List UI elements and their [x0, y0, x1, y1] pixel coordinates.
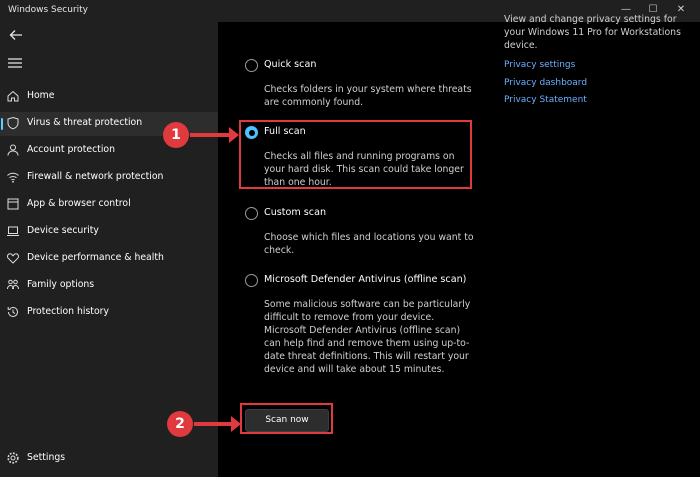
sidebar-item-settings[interactable]: [0, 447, 218, 471]
sidebar-item-label: Device security: [27, 225, 99, 236]
sidebar-item-device-performance-health[interactable]: [0, 247, 218, 271]
app-window-icon: [6, 197, 20, 211]
home-icon: [6, 89, 20, 103]
privacy-dashboard-link[interactable]: Privacy dashboard: [504, 78, 588, 88]
window-title: Windows Security: [8, 5, 88, 15]
person-icon: [6, 143, 20, 157]
offline-scan-radio[interactable]: [245, 274, 258, 287]
sidebar-item-app-browser-control[interactable]: [0, 193, 218, 217]
quick-scan-label: Quick scan: [264, 59, 317, 70]
sidebar-item-label: Account protection: [27, 144, 115, 155]
privacy-statement-link[interactable]: Privacy Statement: [504, 95, 587, 105]
laptop-icon: [6, 224, 20, 238]
callout-1-arrow: [190, 133, 230, 137]
minimize-button[interactable]: —: [621, 4, 631, 15]
full-scan-radio[interactable]: [245, 126, 258, 139]
callout-2-arrow: [194, 422, 232, 426]
custom-scan-radio[interactable]: [245, 207, 258, 220]
offline-scan-description: Some malicious software can be particularly difficult to remove from your device. Microsoft Defender Antivirus (offline scan) can help find and remove them using up-to-date threat definitions. This will restart your device and will take about 15 minutes.: [264, 299, 471, 375]
sidebar-item-firewall-network-protection[interactable]: [0, 166, 218, 190]
full-scan-label: Full scan: [264, 126, 306, 137]
sidebar: [0, 22, 218, 477]
maximize-button[interactable]: ☐: [648, 4, 658, 15]
quick-scan-description: Checks folders in your system where threats are commonly found.: [264, 84, 472, 108]
offline-scan-label: Microsoft Defender Antivirus (offline scan): [264, 274, 467, 285]
sidebar-item-label: Settings: [27, 452, 66, 463]
callout-2-badge: 2: [167, 411, 193, 437]
heart-icon: [6, 251, 20, 265]
sidebar-item-label: Protection history: [27, 306, 109, 317]
sidebar-item-protection-history[interactable]: [0, 301, 218, 325]
active-indicator: [1, 118, 3, 130]
sidebar-item-family-options[interactable]: [0, 274, 218, 298]
sidebar-item-device-security[interactable]: [0, 220, 218, 244]
callout-1-badge: 1: [163, 122, 189, 148]
shield-icon: [6, 116, 20, 130]
close-button[interactable]: ✕: [676, 4, 686, 15]
sidebar-item-label: Family options: [27, 279, 95, 290]
sidebar-item-label: Firewall & network protection: [27, 171, 164, 182]
sidebar-item-label: Virus & threat protection: [27, 117, 143, 128]
sidebar-item-label: Device performance & health: [27, 252, 164, 263]
custom-scan-label: Custom scan: [264, 207, 327, 218]
hamburger-menu-icon[interactable]: [8, 58, 22, 68]
quick-scan-radio[interactable]: [245, 59, 258, 72]
back-arrow-icon[interactable]: [8, 27, 24, 43]
main-content: [218, 14, 700, 477]
sidebar-item-home[interactable]: [0, 85, 218, 109]
sidebar-item-label: Home: [27, 90, 55, 101]
sidebar-item-label: App & browser control: [27, 198, 131, 209]
history-icon: [6, 305, 20, 319]
custom-scan-description: Choose which files and locations you want to check.: [264, 232, 474, 256]
privacy-description: View and change privacy settings for your Windows 11 Pro for Workstations device.: [504, 14, 681, 51]
wifi-icon: [6, 170, 20, 184]
privacy-settings-link[interactable]: Privacy settings: [504, 60, 576, 70]
scan-now-button[interactable]: Scan now: [245, 409, 329, 432]
gear-icon: [6, 451, 20, 465]
family-icon: [6, 278, 20, 292]
full-scan-description: Checks all files and running programs on your hard disk. This scan could take longer than one hour.: [264, 151, 464, 188]
